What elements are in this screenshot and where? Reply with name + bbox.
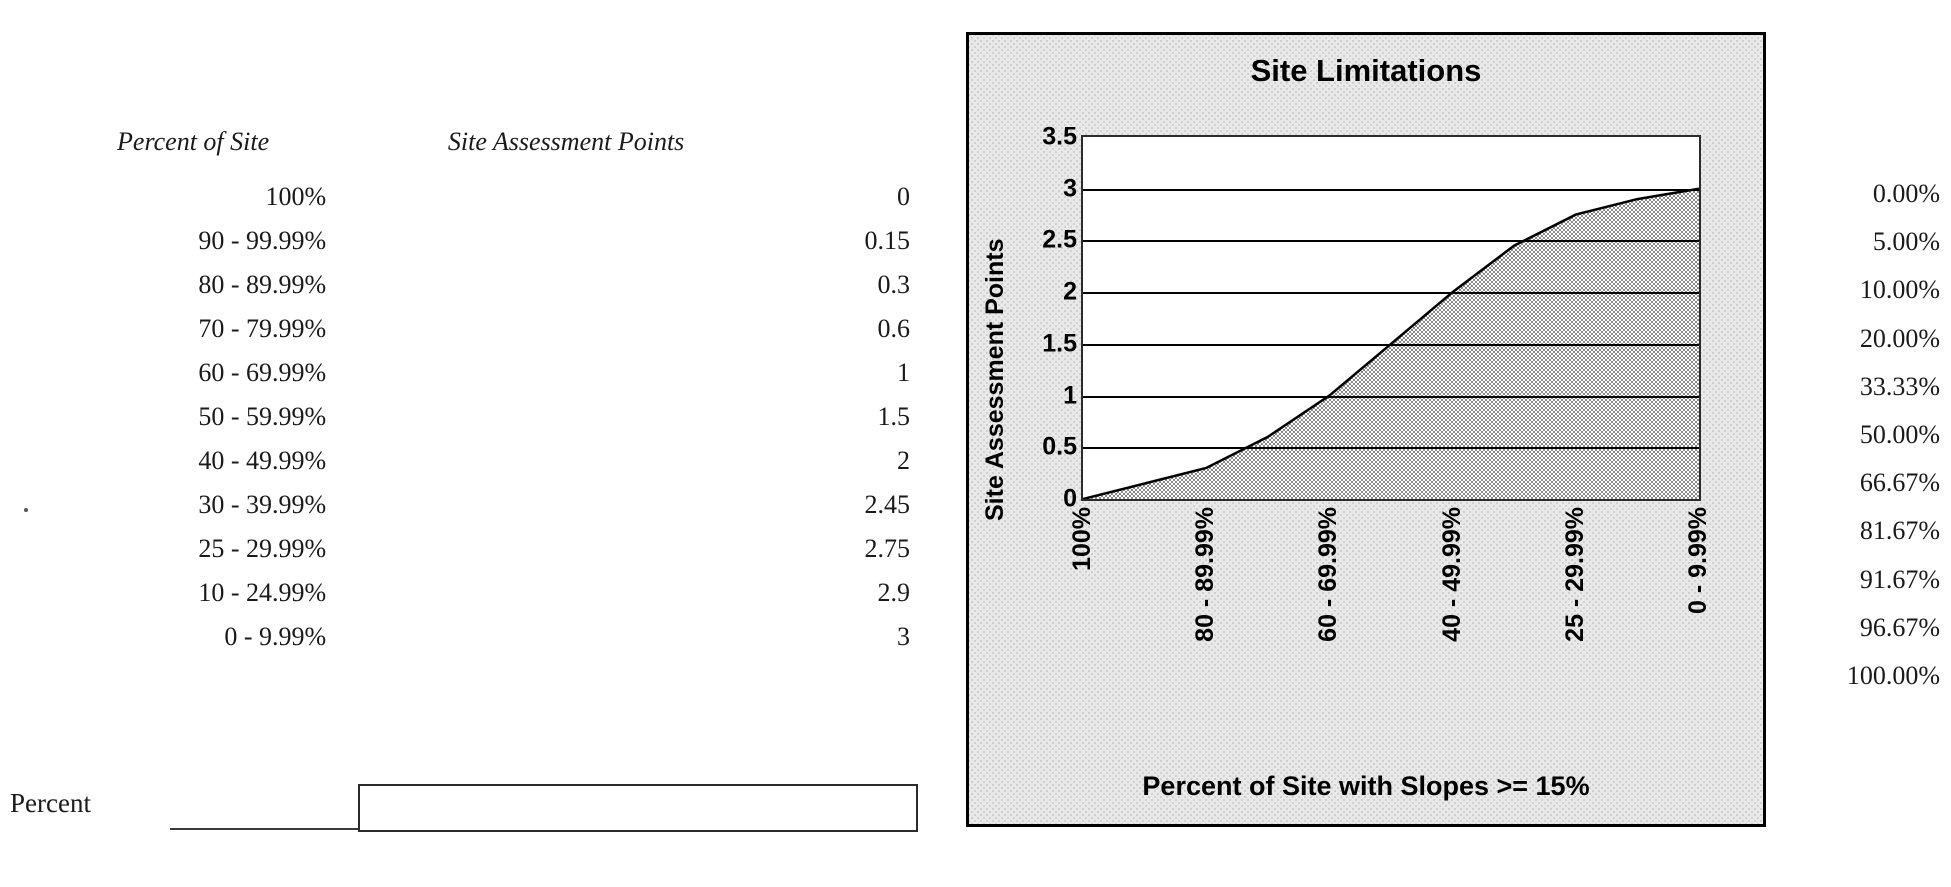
cell-percent-of-site: 25 - 29.99% — [198, 534, 327, 563]
chart-y-tick: 1.5 — [1042, 329, 1077, 358]
stray-mark — [24, 508, 28, 512]
table-row — [60, 615, 920, 659]
cell-percent-of-site: 30 - 39.99% — [198, 490, 327, 519]
percent-input[interactable] — [358, 784, 918, 832]
chart-y-tick: 2 — [1063, 277, 1077, 306]
table-row — [60, 527, 920, 571]
chart-y-tick: 1 — [1063, 381, 1077, 410]
chart-y-tick: 2.5 — [1042, 225, 1077, 254]
chart-gridline — [1083, 240, 1699, 242]
right-value: 10.00% — [1859, 275, 1940, 305]
chart-series-area — [1083, 137, 1699, 499]
cell-site-assessment-points: 2.45 — [864, 490, 910, 519]
table-header-row — [60, 120, 920, 175]
right-value: 20.00% — [1859, 323, 1940, 353]
table-row — [60, 439, 920, 483]
cell-percent-of-site: 70 - 79.99% — [198, 314, 327, 343]
right-value: 81.67% — [1859, 516, 1940, 546]
chart-gridline — [1083, 447, 1699, 449]
cell-site-assessment-points: 2 — [897, 446, 910, 475]
cell-percent-of-site: 40 - 49.99% — [198, 446, 327, 475]
chart-x-axis-ticks — [1068, 507, 1712, 707]
cell-site-assessment-points: 3 — [897, 622, 910, 651]
chart-x-tick: 100% — [1068, 507, 1096, 571]
table-row — [60, 483, 920, 527]
site-limitations-table — [60, 120, 920, 659]
right-value: 5.00% — [1872, 227, 1940, 257]
column-header-site-assessment-points: Site Assessment Points — [447, 127, 685, 156]
chart-title: Site Limitations — [1250, 53, 1482, 88]
cell-percent-of-site: 0 - 9.99% — [224, 622, 327, 651]
cell-percent-of-site: 10 - 24.99% — [198, 578, 327, 607]
leader-line — [170, 828, 360, 830]
cell-site-assessment-points: 2.75 — [864, 534, 910, 563]
cell-site-assessment-points: 1 — [897, 358, 910, 387]
chart-plot-area — [1081, 135, 1701, 501]
chart-gridline — [1083, 292, 1699, 294]
chart-gridline — [1083, 396, 1699, 398]
chart-x-tick: 40 - 49.99% — [1437, 507, 1466, 642]
right-value: 50.00% — [1859, 420, 1940, 450]
chart-y-tick: 3.5 — [1042, 122, 1077, 151]
right-percent-column — [1800, 170, 1940, 700]
table-row — [60, 571, 920, 615]
cell-site-assessment-points: 0.3 — [877, 270, 910, 299]
chart-x-tick: 0 - 9.99% — [1684, 507, 1712, 615]
right-value: 0.00% — [1872, 179, 1940, 208]
cell-percent-of-site: 100% — [265, 182, 327, 211]
right-value: 91.67% — [1859, 564, 1940, 594]
table-row — [60, 175, 920, 219]
chart-y-tick: 3 — [1063, 174, 1077, 203]
cell-site-assessment-points: 0.6 — [877, 314, 910, 343]
right-value: 100.00% — [1846, 661, 1940, 691]
percent-field-label: Percent — [10, 788, 91, 818]
chart-x-tick: 25 - 29.99% — [1560, 507, 1589, 642]
cell-percent-of-site: 90 - 99.99% — [198, 226, 327, 255]
table-row — [60, 307, 920, 351]
right-value: 33.33% — [1859, 371, 1940, 401]
table-row — [60, 263, 920, 307]
chart-x-tick: 80 - 89.99% — [1191, 507, 1220, 642]
chart-gridline — [1083, 189, 1699, 191]
cell-percent-of-site: 60 - 69.99% — [198, 358, 327, 387]
cell-percent-of-site: 50 - 59.99% — [198, 402, 327, 431]
cell-site-assessment-points: 0 — [897, 182, 910, 211]
column-header-percent-of-site: Percent of Site — [117, 127, 270, 156]
table-row — [60, 351, 920, 395]
table-row — [60, 395, 920, 439]
chart-y-axis-label: Site Assessment Points — [981, 238, 1009, 522]
cell-site-assessment-points: 1.5 — [877, 402, 910, 431]
percent-input-row — [10, 778, 930, 848]
cell-site-assessment-points: 0.15 — [864, 226, 910, 255]
cell-percent-of-site: 80 - 89.99% — [198, 270, 327, 299]
cell-site-assessment-points: 2.9 — [877, 578, 910, 607]
site-limitations-table-panel — [0, 0, 930, 887]
table-row — [60, 219, 920, 263]
chart-x-tick: 60 - 69.99% — [1314, 507, 1343, 642]
chart-gridline — [1083, 344, 1699, 346]
site-limitations-chart — [966, 32, 1766, 827]
chart-x-axis-label: Percent of Site with Slopes >= 15% — [1142, 771, 1590, 801]
right-value: 66.67% — [1859, 468, 1940, 498]
chart-y-tick: 0.5 — [1042, 432, 1077, 461]
chart-y-tick: 0 — [1063, 484, 1077, 513]
right-value: 96.67% — [1859, 612, 1940, 642]
